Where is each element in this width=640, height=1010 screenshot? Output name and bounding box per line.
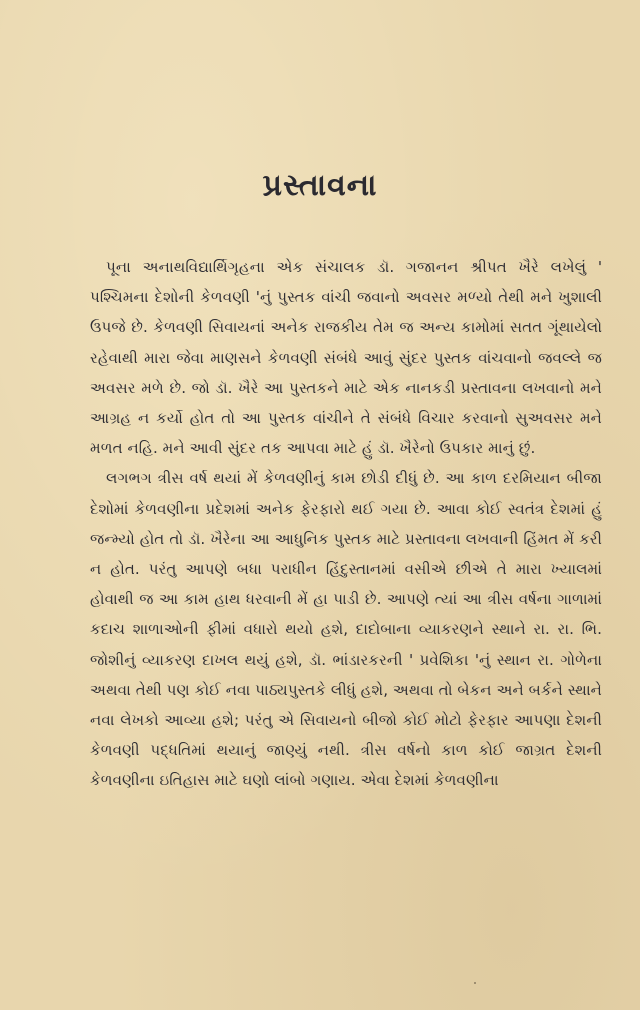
paragraph-1: પૂના અનાથવિદ્યાર્થિગૃહના એક સંચાલક ડૉ. ગજાનન શ્રીપત ખૈરે લખેલું ' પશ્ચિમના દેશોની કેળવણી 'નું પુસ્તક વાંચી જવાનો અવસર મળ્યો તેથી મને ખુશાલી ઉપજે છે. કેળવણી સિવાયનાં અનેક રાજકીય તેમ જ અન્ય કામોમાં સતત ગૂંથાયેલો રહેવાથી મારા જેવા માણસને કેળવણી સંબંધે આવું સુંદર પુસ્તક વાંચવાનો જવલ્લે જ અવસર મળે છે. જો ડૉ. ખૈરે આ પુસ્તકને માટે એક નાનકડી પ્રસ્તાવના લખવાનો મને આગ્રહ ન કર્યો હોત તો આ પુસ્તક વાંચીને તે સંબંધે વિચાર કરવાનો સુઅવસર મને મળત નહિ. મને આવી સુંદર તક આપવા માટે હું ડૉ. ખૈરેનો ઉપકાર માનું છું. (90, 258, 602, 458)
page-title: પ્રસ્તાવના (262, 168, 378, 203)
paper-speck (474, 982, 476, 984)
body-text (90, 252, 602, 796)
paragraph-2: લગભગ ત્રીસ વર્ષ થયાં મેં કેળવણીનું કામ છોડી દીધું છે. આ કાળ દરમિયાન બીજા દેશોમાં કેળવણીના પ્રદેશમાં અનેક ફેરફારો થઈ ગયા છે. આવા કોઈ સ્વતંત્ર દેશમાં હું જન્મ્યો હોત તો ડૉ. ખૈરેના આ આધુનિક પુસ્તક માટે પ્રસ્તાવના લખવાની હિંમત મેં કરી ન હોત. પરંતુ આપણે બધા પરાધીન હિંદુસ્તાનમાં વસીએ છીએ તે મારા ખ્યાલમાં હોવાથી જ આ કામ હાથ ધરવાની મેં હા પાડી છે. આપણે ત્યાં આ ત્રીસ વર્ષના ગાળામાં કદાચ શાળાઓની ફીમાં વધારો થયો હશે, દાદોબાના વ્યાકરણને સ્થાને રા. રા. ભિ. જોશીનું વ્યાકરણ દાખલ થયું હશે, ડૉ. ભાંડારકરની ' પ્રવેશિકા 'નું સ્થાન રા. ગોળેના અથવા તેથી પણ કોઈ નવા પાઠ્યપુસ્તકે લીધું હશે, અથવા તો બેકન અને બર્કને સ્થાને નવા લેખકો આવ્યા હશે; પરંતુ એ સિવાયનો બીજો કોઈ મોટો ફેરફાર આપણા દેશની કેળવણી પદ્ધતિમાં થયાનું જાણ્યું નથી. ત્રીસ વર્ષનો કાળ કોઈ જાગ્રત દેશની કેળવણીના ઇતિહાસ માટે ઘણો લાંબો ગણાય. એવા દેશમાં કેળવણીના (90, 469, 602, 790)
